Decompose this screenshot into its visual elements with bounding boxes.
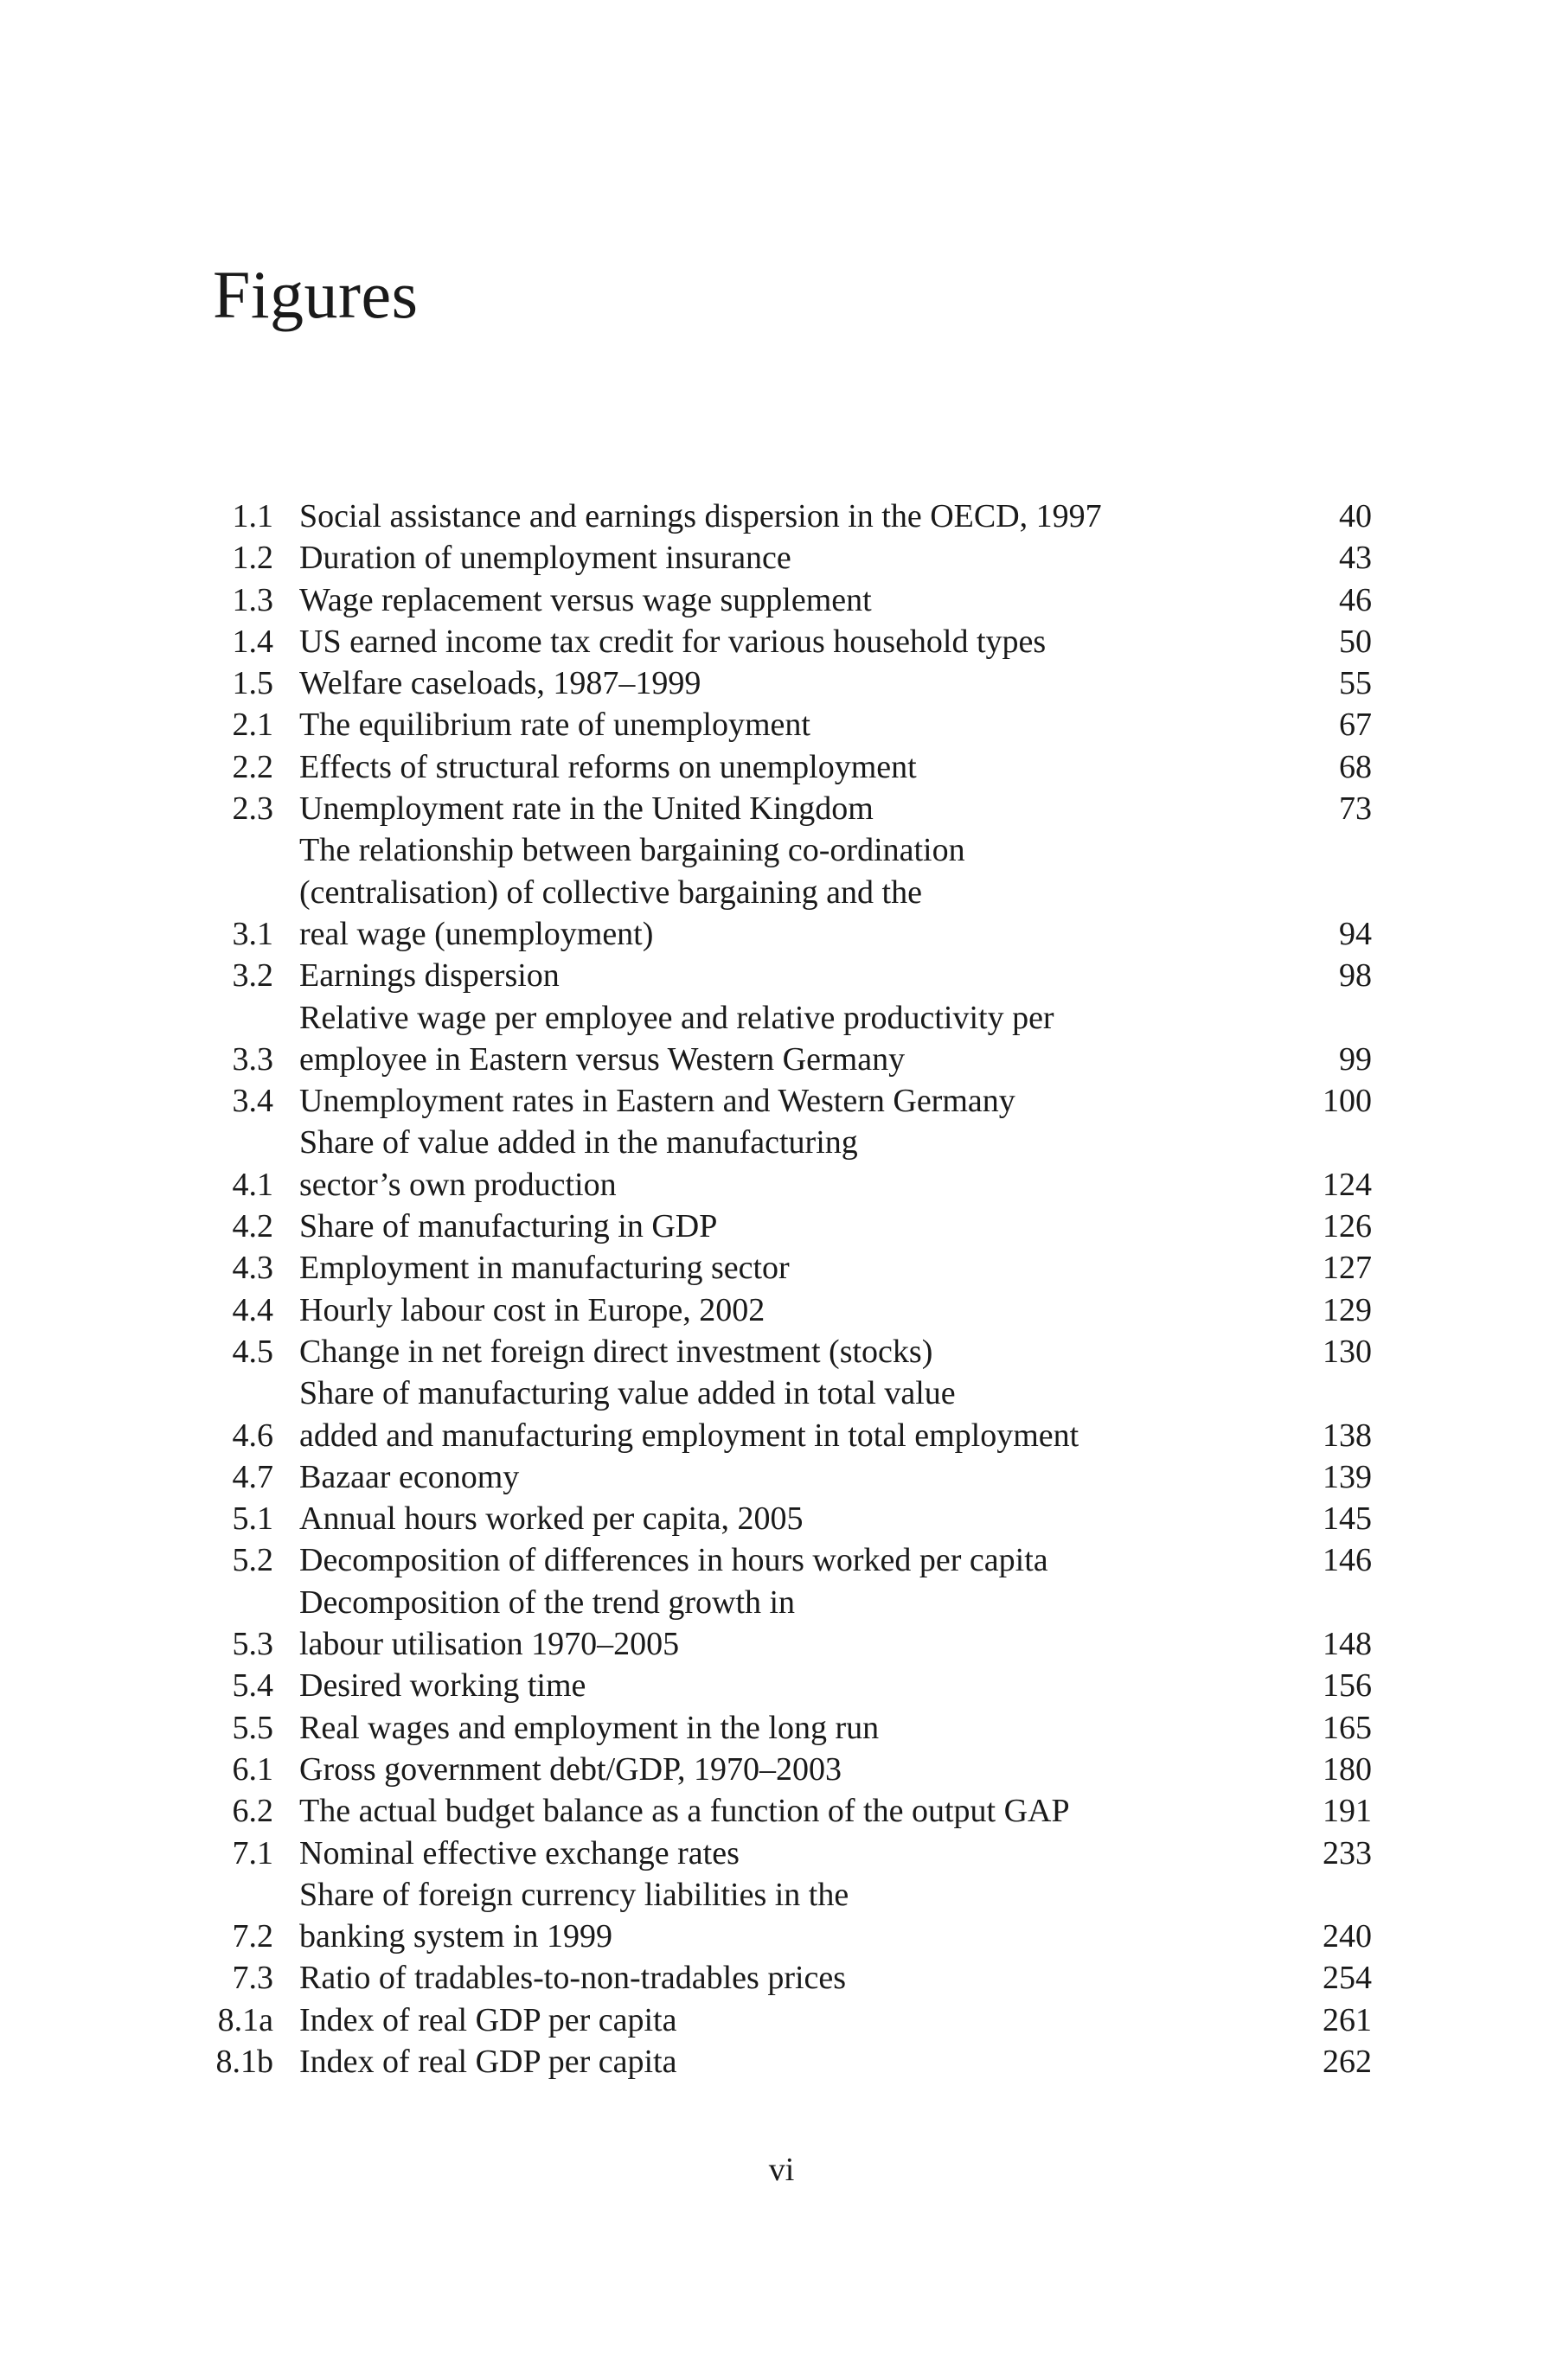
figure-number: 4.4 bbox=[232, 1291, 273, 1328]
figure-title: Share of value added in the manufacturing sector’s own production bbox=[299, 1124, 858, 1203]
figure-page-number: 148 bbox=[1323, 1626, 1372, 1663]
figure-number: 8.1b bbox=[215, 2043, 273, 2080]
figure-number: 7.3 bbox=[232, 1960, 273, 1997]
figure-page-number: 68 bbox=[1339, 748, 1372, 785]
figure-number: 4.5 bbox=[232, 1333, 273, 1370]
figure-page-number: 67 bbox=[1339, 707, 1372, 744]
figure-title: Decomposition of the trend growth in labour utilisation 1970–2005 bbox=[299, 1583, 796, 1663]
figure-number: 5.3 bbox=[232, 1626, 273, 1663]
figure-number: 6.2 bbox=[232, 1793, 273, 1830]
figure-title: Share of manufacturing value added in total value added and manufacturing employment in total employment bbox=[299, 1375, 1079, 1454]
figure-number: 8.1a bbox=[217, 2001, 273, 2038]
figure-number: 1.3 bbox=[232, 581, 273, 618]
figure-number: 4.2 bbox=[232, 1208, 273, 1245]
figure-entry bbox=[213, 1122, 1372, 1206]
figure-page-number: 138 bbox=[1323, 1417, 1372, 1454]
figure-number: 3.3 bbox=[232, 1040, 273, 1078]
figure-title: US earned income tax credit for various household types bbox=[299, 623, 1047, 660]
figure-number: 7.2 bbox=[232, 1918, 273, 1955]
figure-number: 6.1 bbox=[232, 1750, 273, 1788]
figure-title: Share of manufacturing in GDP bbox=[299, 1208, 718, 1245]
figure-number: 2.2 bbox=[232, 748, 273, 785]
figure-number: 5.5 bbox=[232, 1709, 273, 1746]
figure-page-number: 40 bbox=[1339, 498, 1372, 534]
figure-page-number: 43 bbox=[1339, 540, 1372, 577]
page-title: Figures bbox=[213, 257, 419, 332]
figure-entry bbox=[213, 1749, 1372, 1790]
figure-entry bbox=[213, 1372, 1372, 1456]
figure-entry bbox=[213, 579, 1372, 621]
figure-entry bbox=[213, 2041, 1372, 2082]
figure-title: The relationship between bargaining co-ordination (centralisation) of collective bargaining and the real wage (unemployment) bbox=[299, 832, 965, 952]
figure-title: Duration of unemployment insurance bbox=[299, 540, 791, 577]
figure-number: 3.4 bbox=[232, 1083, 273, 1120]
figure-page-number: 240 bbox=[1323, 1918, 1372, 1955]
figure-entry bbox=[213, 1707, 1372, 1749]
figure-page-number: 180 bbox=[1323, 1750, 1372, 1788]
figure-title: The actual budget balance as a function of the output GAP bbox=[299, 1793, 1070, 1830]
figure-entry bbox=[213, 1539, 1372, 1581]
figure-page-number: 124 bbox=[1323, 1166, 1372, 1203]
figure-entry bbox=[213, 496, 1372, 537]
figure-entry bbox=[213, 621, 1372, 662]
figure-entry bbox=[213, 1331, 1372, 1372]
figure-entry bbox=[213, 1206, 1372, 1247]
figure-number: 4.1 bbox=[232, 1166, 273, 1203]
figure-page-number: 156 bbox=[1323, 1667, 1372, 1705]
figure-entry bbox=[213, 537, 1372, 579]
figure-number: 3.1 bbox=[232, 915, 273, 952]
figure-title: Decomposition of differences in hours worked per capita bbox=[299, 1542, 1048, 1579]
figure-entry bbox=[213, 1582, 1372, 1666]
figure-number: 1.1 bbox=[232, 498, 273, 534]
figure-page-number: 145 bbox=[1323, 1500, 1372, 1538]
figure-number: 1.2 bbox=[232, 540, 273, 577]
figure-page-number: 94 bbox=[1339, 915, 1372, 952]
figure-page-number: 126 bbox=[1323, 1208, 1372, 1245]
figure-title: Index of real GDP per capita bbox=[299, 2043, 677, 2080]
figure-page-number: 261 bbox=[1323, 2001, 1372, 2038]
figure-page-number: 165 bbox=[1323, 1709, 1372, 1746]
figure-number: 4.7 bbox=[232, 1458, 273, 1495]
figure-page-number: 55 bbox=[1339, 665, 1372, 702]
figure-number: 2.3 bbox=[232, 790, 273, 828]
figure-title: Bazaar economy bbox=[299, 1458, 520, 1495]
figure-entry bbox=[213, 1289, 1372, 1331]
figure-list bbox=[213, 496, 1372, 2082]
figure-entry bbox=[213, 1957, 1372, 1999]
figure-page-number: 127 bbox=[1323, 1250, 1372, 1287]
figure-page-number: 254 bbox=[1323, 1960, 1372, 1997]
figure-page-number: 98 bbox=[1339, 957, 1372, 995]
figure-entry bbox=[213, 1874, 1372, 1958]
figure-title: Desired working time bbox=[299, 1667, 586, 1705]
figure-number: 2.1 bbox=[232, 707, 273, 744]
figure-number: 5.2 bbox=[232, 1542, 273, 1579]
figure-page-number: 262 bbox=[1323, 2043, 1372, 2080]
figure-entry bbox=[213, 997, 1372, 1081]
figure-entry bbox=[213, 1080, 1372, 1122]
figure-title: Employment in manufacturing sector bbox=[299, 1250, 790, 1287]
figure-number: 4.6 bbox=[232, 1417, 273, 1454]
figure-title: Unemployment rate in the United Kingdom bbox=[299, 790, 874, 828]
figure-title: Annual hours worked per capita, 2005 bbox=[299, 1500, 804, 1538]
figure-title: Change in net foreign direct investment (stocks) bbox=[299, 1333, 933, 1370]
figure-number: 1.4 bbox=[232, 623, 273, 660]
figure-title: Hourly labour cost in Europe, 2002 bbox=[299, 1291, 765, 1328]
figure-entry bbox=[213, 1999, 1372, 2041]
figure-page-number: 100 bbox=[1323, 1083, 1372, 1120]
figure-number: 1.5 bbox=[232, 665, 273, 702]
figure-entry bbox=[213, 829, 1372, 955]
figure-entry bbox=[213, 1456, 1372, 1498]
figure-entry bbox=[213, 1498, 1372, 1539]
figure-title: Gross government debt/GDP, 1970–2003 bbox=[299, 1750, 842, 1788]
figure-page-number: 233 bbox=[1323, 1834, 1372, 1871]
figure-title: Social assistance and earnings dispersion in the OECD, 1997 bbox=[299, 498, 1102, 534]
figure-number: 4.3 bbox=[232, 1250, 273, 1287]
figure-title: Relative wage per employee and relative productivity per employee in Eastern versus Western Germany bbox=[299, 999, 1054, 1078]
figure-number: 7.1 bbox=[232, 1834, 273, 1871]
figure-page-number: 99 bbox=[1339, 1040, 1372, 1078]
figure-title: Unemployment rates in Eastern and Western Germany bbox=[299, 1083, 1015, 1120]
figure-title: Index of real GDP per capita bbox=[299, 2001, 677, 2038]
figure-page-number: 73 bbox=[1339, 790, 1372, 828]
figure-entry bbox=[213, 1665, 1372, 1706]
figure-title: Effects of structural reforms on unemployment bbox=[299, 748, 917, 785]
figure-entry bbox=[213, 746, 1372, 788]
figure-page-number: 130 bbox=[1323, 1333, 1372, 1370]
figure-page-number: 191 bbox=[1323, 1793, 1372, 1830]
figure-page-number: 139 bbox=[1323, 1458, 1372, 1495]
figure-title: The equilibrium rate of unemployment bbox=[299, 707, 810, 744]
page-number: vi bbox=[768, 2152, 795, 2188]
figure-page-number: 46 bbox=[1339, 581, 1372, 618]
figure-entry bbox=[213, 1833, 1372, 1874]
figure-number: 5.1 bbox=[232, 1500, 273, 1538]
figure-title: Real wages and employment in the long run bbox=[299, 1709, 880, 1746]
figure-number: 5.4 bbox=[232, 1667, 273, 1705]
figure-entry bbox=[213, 788, 1372, 829]
figure-page-number: 129 bbox=[1323, 1291, 1372, 1328]
figure-title: Welfare caseloads, 1987–1999 bbox=[299, 665, 701, 702]
figure-entry bbox=[213, 1247, 1372, 1289]
figure-title: Wage replacement versus wage supplement bbox=[299, 581, 872, 618]
figure-number: 3.2 bbox=[232, 957, 273, 995]
figure-entry bbox=[213, 1790, 1372, 1832]
figure-title: Share of foreign currency liabilities in the banking system in 1999 bbox=[299, 1876, 849, 1955]
figure-title: Nominal effective exchange rates bbox=[299, 1834, 740, 1871]
figure-entry bbox=[213, 704, 1372, 745]
figure-page-number: 146 bbox=[1323, 1542, 1372, 1579]
figure-title: Ratio of tradables-to-non-tradables prices bbox=[299, 1960, 847, 1997]
figure-entry bbox=[213, 955, 1372, 996]
figure-entry bbox=[213, 662, 1372, 704]
figure-title: Earnings dispersion bbox=[299, 957, 560, 995]
figure-page-number: 50 bbox=[1339, 623, 1372, 660]
